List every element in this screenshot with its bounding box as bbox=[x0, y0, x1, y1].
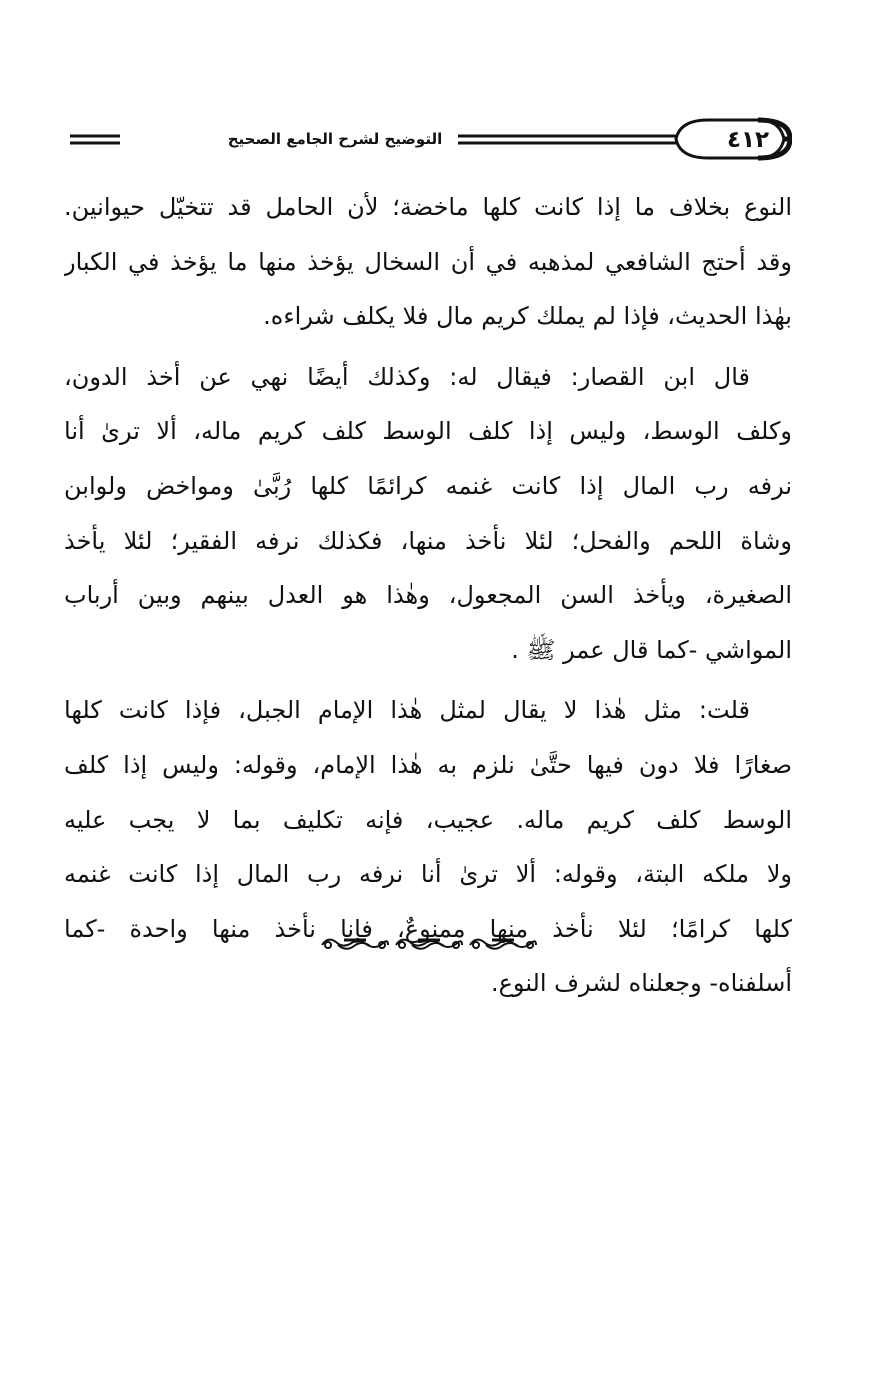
text-line: نرفه رب المال إذا كانت غنمه كرائمًا كلها رُبَّىٰ ومواخض ولوابن bbox=[64, 471, 792, 500]
text-line: وقد أحتج الشافعي لمذهبه في أن السخال يؤخذ منها ما يؤخذ في الكبار bbox=[64, 247, 792, 276]
body-text bbox=[64, 180, 792, 1011]
paragraph bbox=[64, 683, 792, 1011]
paragraph bbox=[64, 350, 792, 678]
text-line: الصغيرة، ويأخذ السن المجعول، وهٰذا هو العدل بينهم وبين أرباب bbox=[64, 581, 792, 610]
page-number: ٤١٢ bbox=[726, 127, 770, 153]
paragraph bbox=[64, 180, 792, 344]
text-line: كلها كرامًا؛ لئلا نأخذ منها ممنوعٌ، فإنا نأخذ منها واحدة -كما bbox=[64, 914, 792, 943]
running-header bbox=[68, 112, 792, 168]
text-line: ولا ملكه البتة، وقوله: ألا ترىٰ أنا نرفه رب المال إذا كانت غنمه bbox=[64, 860, 792, 889]
text-line: وكلف الوسط، وليس إذا كلف الوسط كلف كريم ماله، ألا ترىٰ أنا bbox=[64, 417, 792, 446]
section-end-ornament-icon bbox=[318, 932, 540, 958]
text-line: بهٰذا الحديث، فإذا لم يملك كريم مال فلا يكلف شراءه. bbox=[263, 302, 792, 331]
text-line: النوع بخلاف ما إذا كانت كلها ماخضة؛ لأن الحامل قد تتخيّل حيوانين. bbox=[64, 193, 792, 221]
text-line: قال ابن القصار: فيقال له: وكذلك أيضًا نهي عن أخذ الدون، bbox=[64, 362, 750, 391]
running-title: التوضيح لشرح الجامع الصحيح bbox=[213, 124, 457, 154]
text-line: قلت: مثل هٰذا لا يقال لمثل هٰذا الإمام الجبل، فإذا كانت كلها bbox=[64, 696, 750, 725]
text-line: الوسط كلف كريم ماله. عجيب، فإنه تكليف بما لا يجب عليه bbox=[64, 805, 792, 834]
text-line: المواشي -كما قال عمر ﷺ . bbox=[511, 635, 792, 664]
text-line: أسلفناه- وجعلناه لشرف النوع. bbox=[490, 969, 792, 998]
text-line: وشاة اللحم والفحل؛ لئلا نأخذ منها، فكذلك نرفه الفقير؛ لئلا يأخذ bbox=[64, 526, 792, 555]
text-line: صغارًا فلا دون فيها حتَّىٰ نلزم به هٰذا الإمام، وقوله: وليس إذا كلف bbox=[64, 750, 792, 779]
